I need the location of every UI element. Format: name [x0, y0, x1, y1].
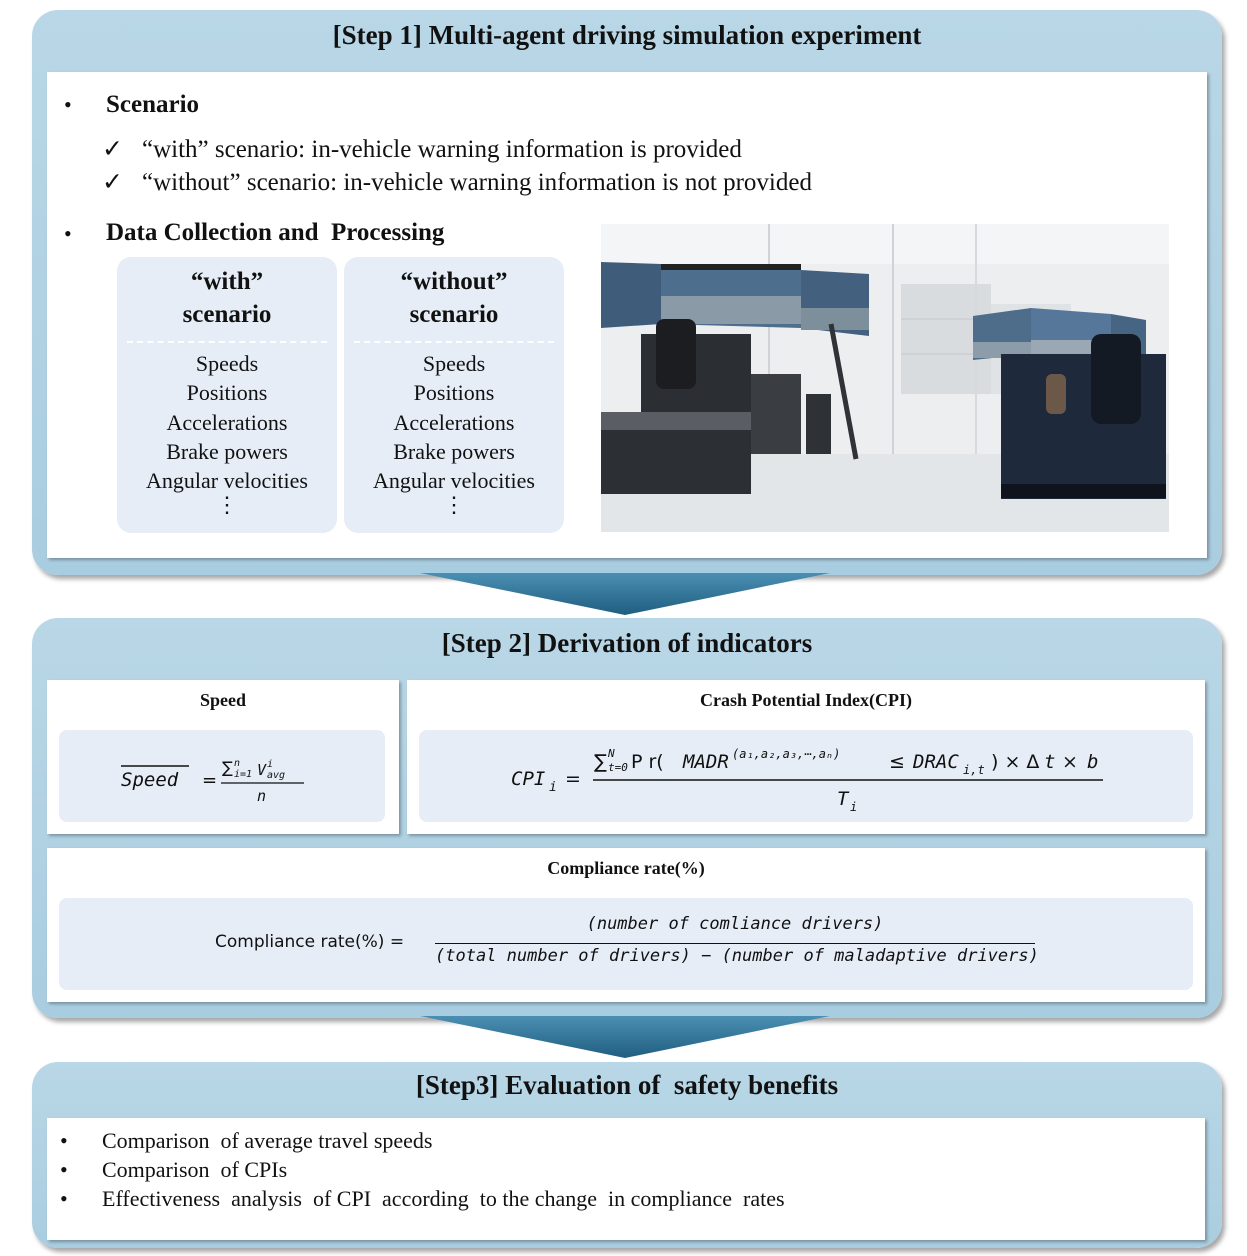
svg-text:i,t: i,t: [963, 763, 985, 777]
compliance-title: Compliance rate(%): [547, 858, 705, 878]
scenario-with-line: [102, 134, 742, 164]
speed-panel: [47, 680, 399, 834]
svg-text:i: i: [267, 759, 274, 770]
svg-text:avg: avg: [267, 770, 286, 781]
checkmark-icon: ✓: [102, 136, 123, 163]
with-variable-list: [117, 349, 337, 518]
step3-title: [Step3] Evaluation of safety benefits: [415, 1070, 839, 1100]
svg-text:CPI: CPI: [511, 768, 546, 790]
dashed-divider: [354, 341, 554, 343]
bullet-icon: •: [60, 1157, 68, 1182]
cpi-title: Crash Potential Index(CPI): [700, 690, 912, 710]
scenario-with-text: “with” scenario: in-vehicle warning information is provided: [142, 136, 742, 163]
svg-text:n: n: [257, 787, 267, 805]
scenario-without-line: [102, 167, 812, 197]
svg-text:(a₁,a₂,a₃,⋯,aₙ): (a₁,a₂,a₃,⋯,aₙ): [732, 747, 841, 761]
step3-item-text: Comparison of CPIs: [102, 1157, 288, 1182]
svg-text:≤: ≤: [889, 751, 905, 773]
simulator-photo: [601, 224, 1169, 532]
bullet-icon: •: [60, 1186, 68, 1211]
speed-title: Speed: [199, 690, 246, 710]
step3-item-text: Effectiveness analysis of CPI according to the change in compliance rates: [102, 1186, 785, 1211]
with-scenario-box: [117, 257, 337, 533]
list-item: Angular velocities: [146, 468, 308, 494]
list-item: Positions: [186, 380, 268, 406]
svg-text:=: =: [202, 770, 218, 791]
svg-text:∑: ∑: [222, 758, 233, 777]
bullet-icon: •: [64, 92, 72, 117]
compliance-denominator: (total number of drivers) − (number of maladaptive drivers): [435, 946, 1039, 966]
bullet-icon: •: [64, 221, 72, 246]
step2-title: [Step 2] Derivation of indicators: [441, 628, 813, 658]
step3-frame: [32, 1062, 1222, 1248]
svg-text:DRAC: DRAC: [913, 751, 959, 773]
svg-text:i: i: [850, 800, 858, 814]
bullet-icon: •: [60, 1128, 68, 1153]
svg-text:=: =: [565, 768, 581, 790]
fraction-bar: [435, 943, 1035, 944]
scenario-without-text: “without” scenario: in-vehicle warning information is not provided: [142, 169, 812, 196]
compliance-formula-box: [59, 898, 1193, 990]
list-item: Brake powers: [393, 438, 515, 464]
cpi-formula-box: [419, 730, 1193, 822]
without-scenario-box: [344, 257, 564, 533]
svg-text:MADR: MADR: [683, 751, 729, 773]
list-item: Brake powers: [166, 438, 288, 464]
svg-text:N: N: [608, 747, 615, 760]
svg-text:P r(: P r(: [631, 751, 664, 773]
compliance-panel: [47, 848, 1205, 1002]
flow-arrow-icon: [0, 1016, 1247, 1066]
speed-formula: [59, 730, 385, 822]
list-item: Positions: [413, 380, 495, 406]
svg-text:×: ×: [1062, 751, 1078, 773]
without-variable-list: [344, 349, 564, 518]
step3-item: [60, 1157, 287, 1183]
svg-text:n: n: [234, 758, 241, 769]
step1-title: [Step 1] Multi-agent driving simulation experiment: [332, 20, 922, 50]
step3-item: [60, 1128, 433, 1154]
with-title-line1: “with”: [190, 268, 264, 295]
simulator-photo-illustration: [601, 224, 1169, 532]
compliance-numerator: (number of comliance drivers): [586, 914, 884, 934]
svg-text:T: T: [837, 788, 849, 810]
step3-item: [60, 1186, 785, 1212]
svg-text:) × Δ: ) × Δ: [991, 751, 1040, 773]
data-heading: Data Collection and Processing: [106, 219, 445, 246]
without-title-line1: “without”: [400, 268, 508, 295]
list-item: ⋮: [443, 492, 465, 518]
checkmark-icon: ✓: [102, 169, 123, 196]
svg-text:Speed: Speed: [121, 769, 179, 791]
svg-text:t=0: t=0: [608, 761, 628, 774]
svg-text:V: V: [257, 761, 267, 779]
speed-formula-box: [59, 730, 385, 822]
list-item: ⋮: [216, 492, 238, 518]
with-title-line2: scenario: [182, 301, 272, 328]
list-item: Accelerations: [393, 409, 515, 435]
list-item: Speeds: [195, 351, 259, 376]
list-item: Accelerations: [166, 409, 288, 435]
svg-text:b: b: [1087, 751, 1099, 773]
svg-text:i=1: i=1: [234, 769, 253, 780]
svg-text:i: i: [549, 780, 557, 795]
compliance-formula-label: Compliance rate(%) =: [215, 932, 405, 952]
cpi-formula: [419, 730, 1193, 822]
list-item: Angular velocities: [373, 468, 535, 494]
svg-text:t: t: [1044, 751, 1056, 773]
without-title-line2: scenario: [409, 301, 499, 328]
cpi-panel: [407, 680, 1205, 834]
flow-arrow-icon: [0, 573, 1247, 623]
without-scenario-title: [344, 265, 564, 331]
dashed-divider: [127, 341, 327, 343]
step3-item-text: Comparison of average travel speeds: [102, 1128, 433, 1153]
svg-text:∑: ∑: [594, 751, 607, 773]
scenario-heading: Scenario: [106, 91, 200, 118]
list-item: Speeds: [422, 351, 486, 376]
with-scenario-title: [117, 265, 337, 331]
